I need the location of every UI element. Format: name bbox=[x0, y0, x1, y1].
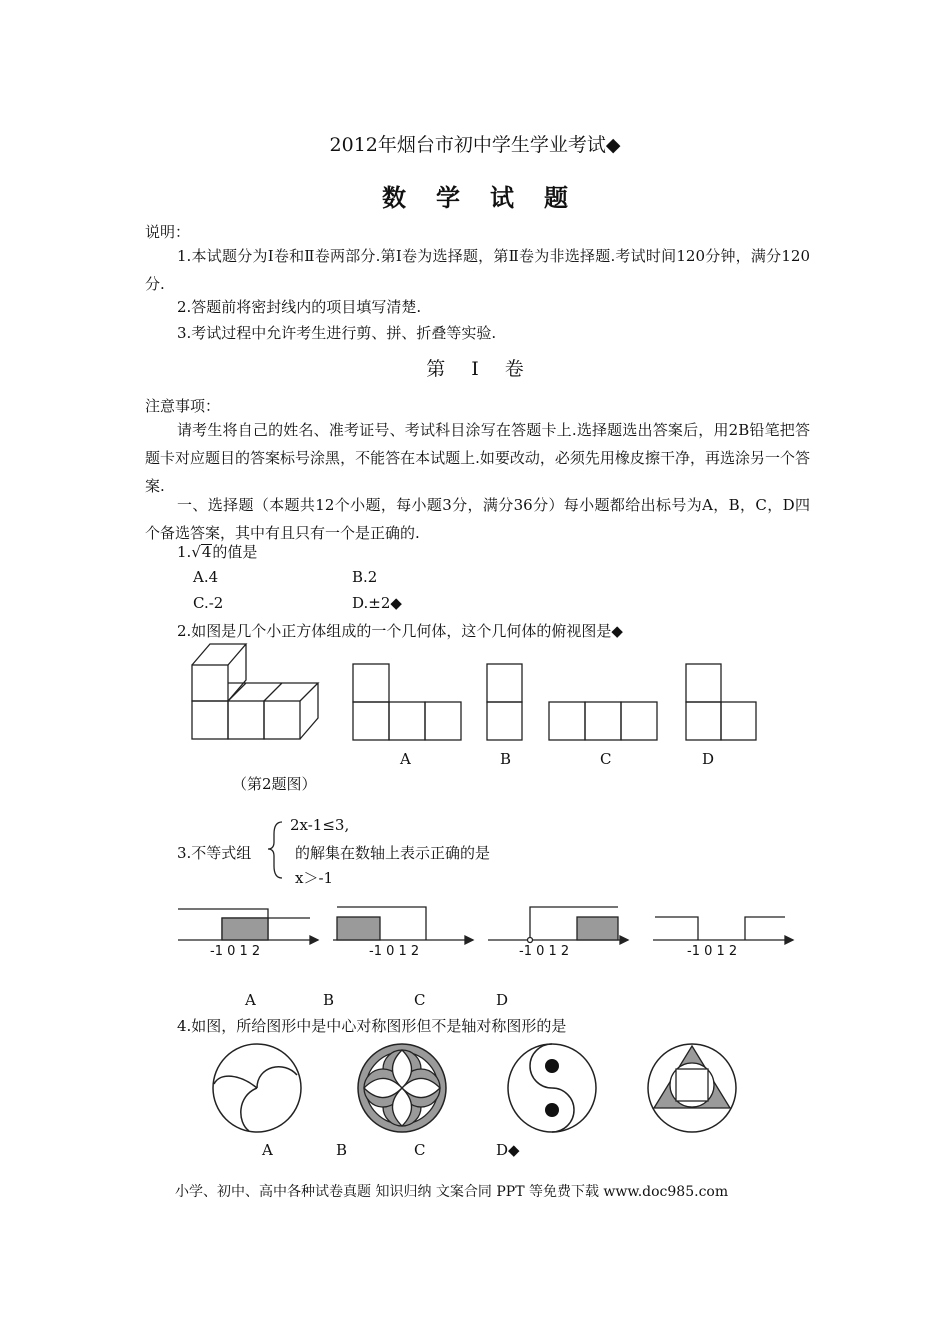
q2-label-c: C bbox=[600, 750, 612, 768]
q3-number-line-d bbox=[653, 917, 793, 944]
q2-option-a-figure bbox=[353, 664, 461, 740]
q3-number-line-b bbox=[333, 907, 473, 944]
q3-prefix: 3.不等式组 bbox=[177, 844, 252, 862]
q3-brace-icon bbox=[268, 822, 282, 878]
q3-number-line-a bbox=[178, 909, 318, 944]
q3-label-c: C bbox=[414, 991, 426, 1009]
q3-ticks-c: -1 0 1 2 bbox=[519, 944, 570, 959]
page-footer: 小学、初中、高中各种试卷真题 知识归纳 文案合同 PPT 等免费下载 www.doc985.com bbox=[175, 1184, 729, 1200]
q3-suffix: 的解集在数轴上表示正确的是 bbox=[295, 844, 491, 862]
q4-figure-b bbox=[358, 1044, 446, 1132]
q3-label-d: D bbox=[496, 991, 509, 1009]
q3-ticks-b: -1 0 1 2 bbox=[369, 944, 420, 959]
q1-prefix: 1. bbox=[177, 543, 192, 561]
question-2-stem: 2.如图是几个小正方体组成的一个几何体，这个几何体的俯视图是◆ bbox=[177, 622, 623, 640]
q3-ticks-a: -1 0 1 2 bbox=[210, 944, 261, 959]
volume-title: 第Ⅰ卷 bbox=[426, 358, 550, 380]
q1-option-b: B.2 bbox=[352, 568, 378, 586]
q3-label-a: A bbox=[245, 991, 256, 1009]
q4-figure-c bbox=[508, 1044, 596, 1132]
q4-label-d: D◆ bbox=[496, 1141, 520, 1159]
subject-title: 数学试题 bbox=[382, 183, 598, 212]
q2-option-c-figure bbox=[549, 702, 657, 740]
q4-figure-d bbox=[648, 1044, 736, 1132]
q4-label-a: A bbox=[262, 1141, 273, 1159]
q4-label-c: C bbox=[414, 1141, 426, 1159]
q3-number-line-c bbox=[488, 907, 628, 944]
q2-label-a: A bbox=[400, 750, 411, 768]
q1-option-c: C.-2 bbox=[193, 594, 224, 612]
note-item-3: 3.考试过程中允许考生进行剪、拼、折叠等实验. bbox=[177, 324, 497, 342]
sqrt-sign-icon: √ bbox=[191, 543, 201, 561]
q1-suffix: 的值是 bbox=[212, 543, 258, 561]
question-4-stem: 4.如图，所给图形中是中心对称图形但不是轴对称图形的是 bbox=[177, 1017, 567, 1035]
q2-option-b-figure bbox=[487, 664, 522, 740]
q3-ticks-d: -1 0 1 2 bbox=[687, 944, 738, 959]
q1-option-d: D.±2◆ bbox=[352, 594, 402, 612]
q4-label-b: B bbox=[336, 1141, 348, 1159]
q2-solid-figure bbox=[192, 644, 318, 739]
q1-option-a: A.4 bbox=[193, 568, 219, 586]
q2-label-d: D bbox=[702, 750, 715, 768]
attention-label: 注意事项： bbox=[145, 397, 221, 415]
q3-inequality-2: x＞-1 bbox=[295, 869, 334, 887]
exam-title: 2012年烟台市初中学生学业考试◆ bbox=[329, 134, 621, 156]
note-item-2: 2.答题前将密封线内的项目填写清楚. bbox=[177, 298, 422, 316]
q2-label-b: B bbox=[500, 750, 512, 768]
attention-text: 请考生将自己的姓名、准考证号、考试科目涂写在答题卡上.选择题选出答案后，用2B铅笔把答题卡对应题目的答案标号涂黑，不能答在本试题上.如要改动，必须先用橡皮擦干净，再选涂另一个答案. bbox=[145, 421, 810, 495]
q2-option-d-figure bbox=[686, 664, 756, 740]
q1-radicand: 4 bbox=[201, 543, 212, 561]
section-one-instructions: 一、选择题（本题共12个小题，每小题3分，满分36分）每小题都给出标号为A，B，C，D四个备选答案，其中有且只有一个是正确的. bbox=[145, 496, 810, 542]
q3-inequality-1: 2x-1≤3, bbox=[290, 816, 350, 834]
q4-figure-a bbox=[213, 1044, 301, 1132]
notes-label: 说明： bbox=[145, 223, 191, 241]
note-item-1: 1.本试题分为Ⅰ卷和Ⅱ卷两部分.第Ⅰ卷为选择题，第Ⅱ卷为非选择题.考试时间120分钟，满分120分. bbox=[145, 247, 810, 293]
q3-label-b: B bbox=[323, 991, 335, 1009]
q2-caption: （第2题图） bbox=[232, 775, 317, 793]
